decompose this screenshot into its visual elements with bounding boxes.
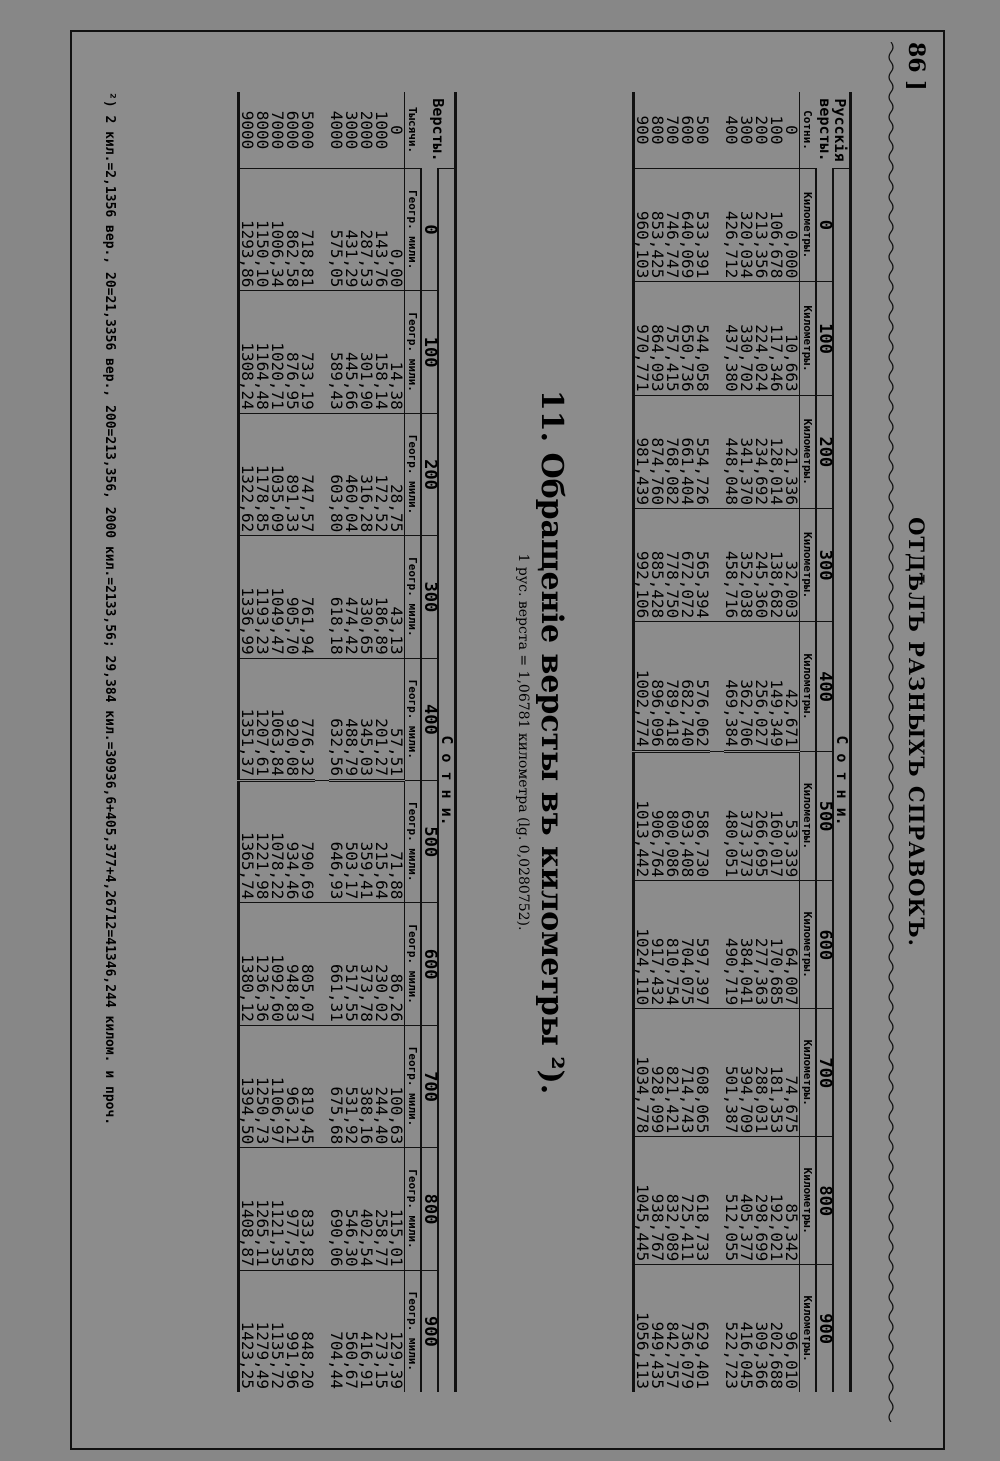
- t12-cell: 1078,22: [270, 781, 285, 903]
- t11-cell: 320,034: [739, 169, 754, 282]
- t12-row-label: 0: [387, 125, 406, 135]
- table11-verst-to-km: [632, 92, 852, 1392]
- t11-cell: 32,003: [784, 508, 800, 621]
- t11-cell: 117,346: [769, 282, 784, 395]
- t12-unit-label: Геогр. мили.: [405, 536, 422, 658]
- t12-cell: 1365,74: [239, 781, 256, 903]
- t11-cell: 1045,445: [634, 1137, 651, 1265]
- t12-cell: 833,82: [300, 1148, 315, 1270]
- t11-cell: 106,678: [769, 169, 784, 282]
- t12-row-label: 6000: [283, 110, 302, 150]
- t11-cell: 853,425: [650, 169, 665, 282]
- t12-cell: 100,63: [389, 1025, 405, 1147]
- table-row: [784, 92, 800, 1392]
- t11-col-header: 200: [816, 395, 833, 508]
- running-header: [897, 42, 937, 1422]
- t12-cell: 57,51: [389, 658, 405, 780]
- t11-cell: 906,764: [650, 751, 665, 881]
- t12-unit-label: Геогр. мили.: [405, 781, 422, 903]
- t12-cell: 560,67: [344, 1270, 359, 1392]
- t12-cell: 287,53: [359, 169, 374, 291]
- t11-cell: 800,086: [665, 751, 680, 881]
- t12-cell: 790,69: [300, 781, 315, 903]
- t12-cell: 718,81: [300, 169, 315, 291]
- t11-cell: 341,370: [739, 395, 754, 508]
- t12-row-label: 3000: [342, 110, 361, 150]
- t12-cell: 646,93: [329, 781, 344, 903]
- t11-cell: 661,404: [680, 395, 695, 508]
- t11-cell: 501,387: [724, 1009, 739, 1137]
- t12-cell: 1408,87: [239, 1148, 256, 1270]
- t11-row-label: 700: [663, 115, 682, 145]
- t12-cell: 186,89: [374, 536, 389, 658]
- t11-cell: 885,428: [650, 508, 665, 621]
- t12-cell: 517,55: [344, 903, 359, 1025]
- t11-cell: 362,706: [739, 622, 754, 752]
- table-row: [769, 92, 784, 1392]
- t12-col-header: 500: [421, 781, 438, 903]
- t11-cell: 544,058: [695, 282, 710, 395]
- t12-cell: 43,13: [389, 536, 405, 658]
- t12-cell: 273,15: [374, 1270, 389, 1392]
- t11-cell: 394,709: [739, 1009, 754, 1137]
- t11-row-label: 200: [752, 115, 771, 145]
- t11-row-label: 900: [633, 115, 652, 145]
- t12-cell: 1092,60: [270, 903, 285, 1025]
- t11-row-label: 800: [648, 115, 667, 145]
- t12-row-label: 1000: [372, 110, 391, 150]
- t11-cell: 864,093: [650, 282, 665, 395]
- t12-cell: 258,77: [374, 1148, 389, 1270]
- t12-cell: 977,59: [285, 1148, 300, 1270]
- t12-unit-label: Геогр. мили.: [405, 903, 422, 1025]
- t12-cell: 301,90: [359, 291, 374, 413]
- t12-cell: 215,64: [374, 781, 389, 903]
- t11-cell: 874,760: [650, 395, 665, 508]
- t11-cell: 490,719: [724, 881, 739, 1009]
- t12-cell: 431,29: [344, 169, 359, 291]
- t12-cell: 129,39: [389, 1270, 405, 1392]
- t11-unit-label: Километры.: [800, 751, 817, 881]
- t12-cell: 1207,61: [255, 658, 270, 780]
- t12-cell: 1063,84: [270, 658, 285, 780]
- t12-cell: 862,58: [285, 169, 300, 291]
- t12-cell: 661,31: [329, 903, 344, 1025]
- t11-cell: 170,685: [769, 881, 784, 1009]
- t11-cell: 256,027: [754, 622, 769, 752]
- t12-col-header: 700: [421, 1025, 438, 1147]
- t11-unit-label: Километры.: [800, 1009, 817, 1137]
- table12-group-header: С о т н и.: [438, 169, 456, 1393]
- t12-cell: 1164,48: [255, 291, 270, 413]
- table-row: [255, 92, 270, 1392]
- rotated-content: [72, 32, 947, 1452]
- t11-cell: 992,106: [634, 508, 651, 621]
- t12-cell: 632,56: [329, 658, 344, 780]
- t12-row-label: 7000: [268, 110, 287, 150]
- t12-col-header: 100: [421, 291, 438, 413]
- t12-col-header: 300: [421, 536, 438, 658]
- t12-col-header: 600: [421, 903, 438, 1025]
- t12-cell: 244,40: [374, 1025, 389, 1147]
- t12-cell: 402,54: [359, 1148, 374, 1270]
- t11-cell: 970,771: [634, 282, 651, 395]
- t12-row-label: 8000: [253, 110, 272, 150]
- t12-cell: 0,00: [389, 169, 405, 291]
- t11-cell: 405,377: [739, 1137, 754, 1265]
- section-title: ОТДѢЛЪ РАЗНЫХЪ СПРАВОКЪ.: [904, 517, 929, 947]
- table-row: [329, 92, 344, 1392]
- t12-cell: 1394,50: [239, 1025, 256, 1147]
- t12-cell: 230,02: [374, 903, 389, 1025]
- t11-cell: 330,702: [739, 282, 754, 395]
- t11-cell: 810,754: [665, 881, 680, 1009]
- t11-cell: 64,007: [784, 881, 800, 1009]
- book-page: [70, 30, 945, 1450]
- table-row: [270, 92, 285, 1392]
- t11-col-header: 800: [816, 1137, 833, 1265]
- t11-cell: 1024,110: [634, 881, 651, 1009]
- t11-row-label: 600: [678, 115, 697, 145]
- t11-cell: 213,356: [754, 169, 769, 282]
- table11-subtitle: 1 рус. верста = 1,06781 километра (lg. 0,0280752).: [515, 553, 531, 931]
- t12-cell: 445,66: [344, 291, 359, 413]
- t12-cell: 761,94: [300, 536, 315, 658]
- t11-cell: 1056,113: [634, 1265, 651, 1392]
- t11-cell: 928,099: [650, 1009, 665, 1137]
- t12-cell: 474,42: [344, 536, 359, 658]
- t11-cell: 981,439: [634, 395, 651, 508]
- t11-unit-label: Километры.: [800, 282, 817, 395]
- t11-cell: 149,349: [769, 622, 784, 752]
- t11-cell: 565,394: [695, 508, 710, 621]
- t11-cell: 10,663: [784, 282, 800, 395]
- t12-cell: 589,43: [329, 291, 344, 413]
- t12-cell: 1308,24: [239, 291, 256, 413]
- wavy-rule: [887, 42, 895, 1422]
- t12-col-header: 400: [421, 658, 438, 780]
- t11-col-header: 700: [816, 1009, 833, 1137]
- t11-cell: 821,421: [665, 1009, 680, 1137]
- t11-cell: 245,360: [754, 508, 769, 621]
- t11-col-header: 400: [816, 622, 833, 752]
- t12-cell: 948,83: [285, 903, 300, 1025]
- t11-cell: 288,031: [754, 1009, 769, 1137]
- t11-cell: 416,045: [739, 1265, 754, 1392]
- t12-cell: 675,68: [329, 1025, 344, 1147]
- t12-cell: 1020,71: [270, 291, 285, 413]
- t12-cell: 1236,36: [255, 903, 270, 1025]
- t11-cell: 437,380: [724, 282, 739, 395]
- t11-cell: 629,401: [695, 1265, 710, 1392]
- t12-cell: 1150,10: [255, 169, 270, 291]
- t11-cell: 618,733: [695, 1137, 710, 1265]
- t11-row-unit: Сотни.: [800, 92, 817, 169]
- t11-cell: 1013,442: [634, 751, 651, 881]
- t11-cell: 42,671: [784, 622, 800, 752]
- t12-cell: 330,65: [359, 536, 374, 658]
- t11-cell: 960,103: [634, 169, 651, 282]
- t11-cell: 181,353: [769, 1009, 784, 1137]
- t12-cell: 905,70: [285, 536, 300, 658]
- t12-cell: 1279,49: [255, 1270, 270, 1392]
- t12-cell: 488,79: [344, 658, 359, 780]
- table11-title: 11. Обращеніе версты въ километры ²).: [534, 389, 569, 1095]
- t11-cell: 1002,774: [634, 622, 651, 752]
- t12-cell: 359,41: [359, 781, 374, 903]
- t12-row-unit: Тысячи.: [405, 92, 422, 169]
- t11-cell: 672,072: [680, 508, 695, 621]
- t11-cell: 650,736: [680, 282, 695, 395]
- t12-cell: 28,75: [389, 413, 405, 535]
- t11-cell: 778,750: [665, 508, 680, 621]
- table-row: [724, 92, 739, 1392]
- table-row: [374, 92, 389, 1392]
- t11-col-header: 300: [816, 508, 833, 621]
- table-row: [650, 92, 665, 1392]
- t11-unit-label: Километры.: [800, 881, 817, 1009]
- t11-cell: 832,089: [665, 1137, 680, 1265]
- t11-col-header: 600: [816, 881, 833, 1009]
- t11-cell: 938,767: [650, 1137, 665, 1265]
- t11-cell: 789,418: [665, 622, 680, 752]
- t12-cell: 115,01: [389, 1148, 405, 1270]
- t12-cell: 201,27: [374, 658, 389, 780]
- t11-unit-label: Километры.: [800, 1137, 817, 1265]
- t12-cell: 963,21: [285, 1025, 300, 1147]
- t12-cell: 1178,85: [255, 413, 270, 535]
- page-number: 86 ]: [903, 42, 929, 91]
- t12-cell: 86,26: [389, 903, 405, 1025]
- t11-cell: 522,723: [724, 1265, 739, 1392]
- table-row: [239, 92, 256, 1392]
- t12-unit-label: Геогр. мили.: [405, 413, 422, 535]
- t12-cell: 416,91: [359, 1270, 374, 1392]
- t12-unit-label: Геогр. мили.: [405, 169, 422, 291]
- t12-cell: 1006,34: [270, 169, 285, 291]
- t11-cell: 533,391: [695, 169, 710, 282]
- t11-cell: 576,062: [695, 622, 710, 752]
- t12-cell: 546,30: [344, 1148, 359, 1270]
- t12-unit-label: Геогр. мили.: [405, 1025, 422, 1147]
- t12-cell: 704,44: [329, 1270, 344, 1392]
- t12-cell: 316,28: [359, 413, 374, 535]
- t12-cell: 747,57: [300, 413, 315, 535]
- t12-cell: 1265,11: [255, 1148, 270, 1270]
- t11-cell: 554,726: [695, 395, 710, 508]
- t11-cell: 352,038: [739, 508, 754, 621]
- t11-cell: 277,363: [754, 881, 769, 1009]
- table-row: [285, 92, 300, 1392]
- table11-group-header: С о т н и.: [833, 169, 851, 1393]
- t11-cell: 725,411: [680, 1137, 695, 1265]
- t11-cell: 85,342: [784, 1137, 800, 1265]
- t11-cell: 458,716: [724, 508, 739, 621]
- t12-cell: 1106,97: [270, 1025, 285, 1147]
- t12-cell: 71,88: [389, 781, 405, 903]
- t12-cell: 1035,09: [270, 413, 285, 535]
- t12-cell: 733,19: [300, 291, 315, 413]
- t12-cell: 503,17: [344, 781, 359, 903]
- t12-cell: 920,08: [285, 658, 300, 780]
- table11-row-header: Русскія версты.: [816, 98, 850, 162]
- t12-row-label: 9000: [238, 110, 257, 150]
- t12-cell: 805,07: [300, 903, 315, 1025]
- t11-col-header: 900: [816, 1265, 833, 1392]
- t12-cell: 1193,23: [255, 536, 270, 658]
- t12-row-label: 4000: [327, 110, 346, 150]
- t12-cell: 373,78: [359, 903, 374, 1025]
- t12-cell: 158,14: [374, 291, 389, 413]
- t11-cell: 266,695: [754, 751, 769, 881]
- t12-cell: 1121,35: [270, 1148, 285, 1270]
- t11-cell: 714,743: [680, 1009, 695, 1137]
- t11-cell: 160,017: [769, 751, 784, 881]
- t11-cell: 309,366: [754, 1265, 769, 1392]
- table-row: [754, 92, 769, 1392]
- t11-cell: 480,051: [724, 751, 739, 881]
- t11-cell: 128,014: [769, 395, 784, 508]
- table-row: [695, 92, 710, 1392]
- t12-unit-label: Геогр. мили.: [405, 291, 422, 413]
- t11-cell: 373,373: [739, 751, 754, 881]
- t12-cell: 1293,86: [239, 169, 256, 291]
- table-row: [344, 92, 359, 1392]
- t12-cell: 1322,62: [239, 413, 256, 535]
- t11-cell: 704,075: [680, 881, 695, 1009]
- t11-cell: 640,069: [680, 169, 695, 282]
- t11-row-label: 500: [693, 115, 712, 145]
- t11-unit-label: Километры.: [800, 395, 817, 508]
- t12-col-header: 800: [421, 1148, 438, 1270]
- t11-cell: 53,339: [784, 751, 800, 881]
- t12-cell: 848,20: [300, 1270, 315, 1392]
- t11-cell: 949,435: [650, 1265, 665, 1392]
- t12-cell: 460,04: [344, 413, 359, 535]
- t12-cell: 1221,98: [255, 781, 270, 903]
- t12-cell: 1351,37: [239, 658, 256, 780]
- t11-row-label: 400: [722, 115, 741, 145]
- t11-cell: 234,692: [754, 395, 769, 508]
- t11-cell: 202,688: [769, 1265, 784, 1392]
- table-row: [665, 92, 680, 1392]
- t11-unit-label: Километры.: [800, 622, 817, 752]
- t12-cell: 172,52: [374, 413, 389, 535]
- t11-unit-label: Километры.: [800, 1265, 817, 1392]
- t12-col-header: 0: [421, 169, 438, 291]
- table-row: [680, 92, 695, 1392]
- t12-cell: 991,96: [285, 1270, 300, 1392]
- t12-cell: 531,92: [344, 1025, 359, 1147]
- t11-cell: 736,079: [680, 1265, 695, 1392]
- t11-cell: 768,082: [665, 395, 680, 508]
- t11-col-header: 0: [816, 169, 833, 282]
- t11-row-label: 300: [737, 115, 756, 145]
- t12-cell: 891,33: [285, 413, 300, 535]
- t12-cell: 819,45: [300, 1025, 315, 1147]
- t11-cell: 224,024: [754, 282, 769, 395]
- t11-cell: 597,397: [695, 881, 710, 1009]
- t11-cell: 682,740: [680, 622, 695, 752]
- t12-cell: 690,06: [329, 1148, 344, 1270]
- t12-cell: 603,80: [329, 413, 344, 535]
- t12-cell: 1135,72: [270, 1270, 285, 1392]
- t12-cell: 345,03: [359, 658, 374, 780]
- footnote: ²) 2 кил.=2,1356 вер., 20=21,3356 вер., 200=213,356, 2000 кил.=2133,56; 29,384 кил.=30936,6+405,377+4,26712=41346,244 килом. и проч.: [102, 92, 117, 1126]
- t12-cell: 14,38: [389, 291, 405, 413]
- t12-cell: 1049,47: [270, 536, 285, 658]
- table-row: [739, 92, 754, 1392]
- t12-cell: 143,76: [374, 169, 389, 291]
- t12-row-label: 5000: [298, 110, 317, 150]
- t11-unit-label: Километры.: [800, 169, 817, 282]
- t11-cell: 896,096: [650, 622, 665, 752]
- t11-cell: 917,432: [650, 881, 665, 1009]
- table-row: [634, 92, 651, 1392]
- t11-unit-label: Километры.: [800, 508, 817, 621]
- t11-cell: 298,699: [754, 1137, 769, 1265]
- t11-cell: 746,747: [665, 169, 680, 282]
- t11-cell: 512,055: [724, 1137, 739, 1265]
- t12-cell: 1250,73: [255, 1025, 270, 1147]
- t11-cell: 21,336: [784, 395, 800, 508]
- t11-cell: 469,384: [724, 622, 739, 752]
- t11-cell: 757,415: [665, 282, 680, 395]
- table-row: [300, 92, 315, 1392]
- t11-col-header: 500: [816, 751, 833, 881]
- t12-cell: 876,95: [285, 291, 300, 413]
- table-row: [389, 92, 405, 1392]
- t11-cell: 96,010: [784, 1265, 800, 1392]
- t11-cell: 1034,778: [634, 1009, 651, 1137]
- t12-cell: 388,16: [359, 1025, 374, 1147]
- t12-cell: 1380,12: [239, 903, 256, 1025]
- t11-cell: 74,675: [784, 1009, 800, 1137]
- t11-row-label: 100: [767, 115, 786, 145]
- t11-cell: 384,041: [739, 881, 754, 1009]
- t11-cell: 426,712: [724, 169, 739, 282]
- t12-cell: 618,18: [329, 536, 344, 658]
- t11-cell: 842,757: [665, 1265, 680, 1392]
- t11-cell: 448,048: [724, 395, 739, 508]
- t12-unit-label: Геогр. мили.: [405, 1270, 422, 1392]
- t11-cell: 693,408: [680, 751, 695, 881]
- t12-unit-label: Геогр. мили.: [405, 658, 422, 780]
- t11-row-label: 0: [782, 125, 801, 135]
- t12-col-header: 900: [421, 1270, 438, 1392]
- t11-cell: 608,065: [695, 1009, 710, 1137]
- t11-cell: 138,682: [769, 508, 784, 621]
- table12-verst-to-geo-miles: [237, 92, 457, 1392]
- t12-cell: 1336,99: [239, 536, 256, 658]
- table12-row-header: Версты.: [429, 98, 447, 162]
- t12-unit-label: Геогр. мили.: [405, 1148, 422, 1270]
- t12-row-label: 2000: [357, 110, 376, 150]
- t12-col-header: 200: [421, 413, 438, 535]
- t11-cell: 586,730: [695, 751, 710, 881]
- t11-col-header: 100: [816, 282, 833, 395]
- t12-cell: 934,46: [285, 781, 300, 903]
- t12-cell: 1423,25: [239, 1270, 256, 1392]
- t11-cell: 192,021: [769, 1137, 784, 1265]
- t12-cell: 575,05: [329, 169, 344, 291]
- t11-cell: 0,000: [784, 169, 800, 282]
- t12-cell: 776,32: [300, 658, 315, 780]
- table-row: [359, 92, 374, 1392]
